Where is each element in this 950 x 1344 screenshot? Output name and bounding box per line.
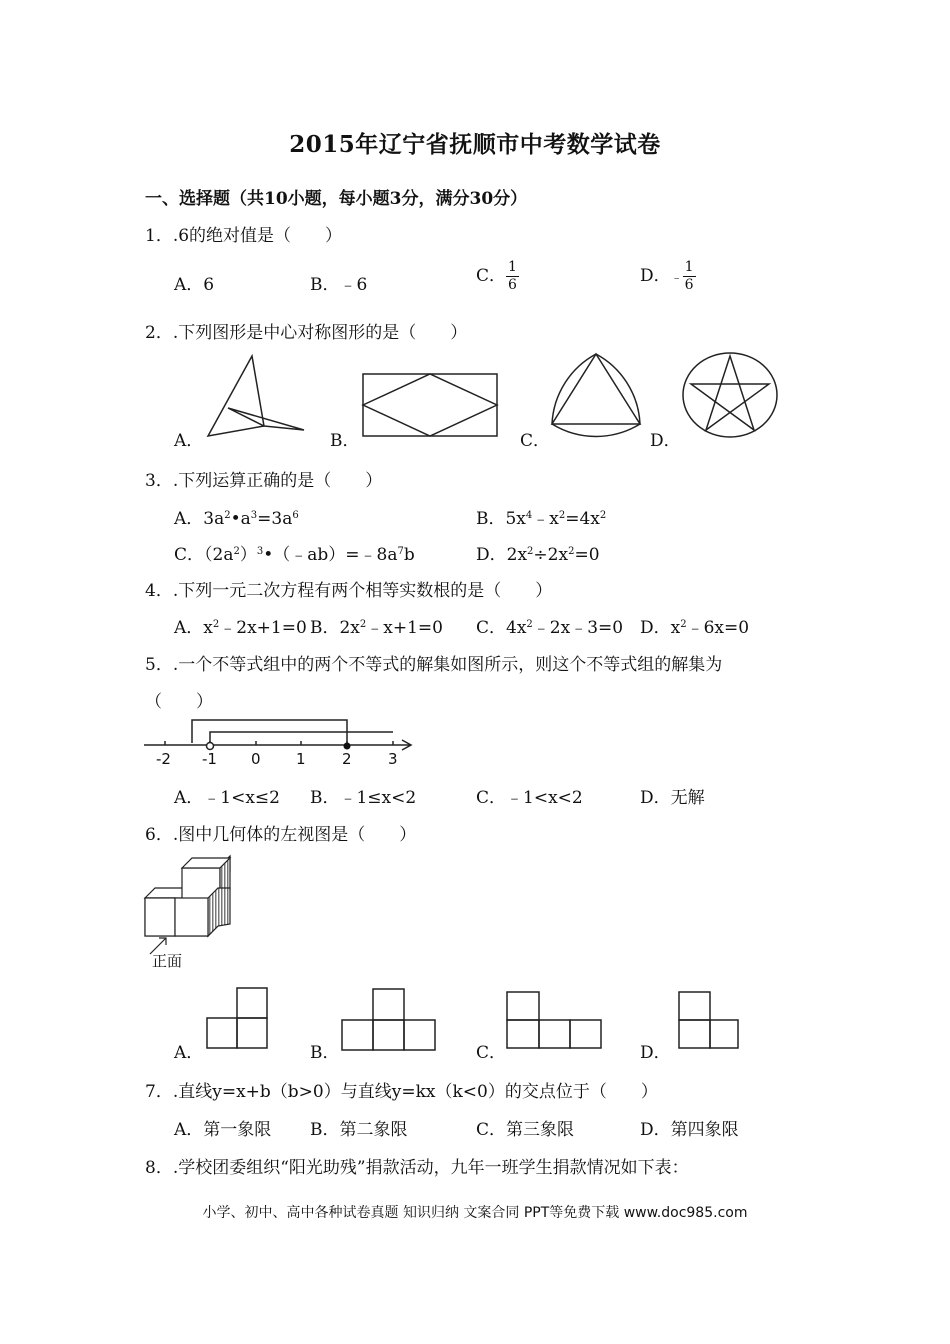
front-label: 正面 — [152, 952, 183, 970]
q4-option-d: D．$x^2﹣6x=0$ — [640, 618, 750, 638]
q6-view-b — [341, 988, 439, 1051]
q5-option-a: A．﹣1<x≤2 — [174, 788, 280, 808]
section-heading: 一、选择题（共10小题，每小题3分，满分30分） — [145, 189, 528, 209]
q5-option-d: D．无解 — [640, 788, 705, 808]
question-3-stem: 3．.下列运算正确的是（ ） — [145, 471, 383, 491]
q3-option-c: C．$(2a^2)^3•(﹣ab)=﹣8a^7b$ — [174, 545, 415, 565]
open-dot — [207, 743, 214, 750]
question-1-stem: 1．.6的绝对值是（ ） — [145, 226, 343, 246]
tick-label: 1 — [296, 750, 306, 768]
q1-option-d: D．﹣ $\frac{1}{6}$ — [640, 259, 694, 293]
q6-option-b: B． — [310, 1043, 340, 1063]
question-7-stem: 7．.直线y=x+b（b>0）与直线y=kx（k<0）的交点位于（ ） — [145, 1082, 658, 1102]
page-title: 2015年辽宁省抚顺市中考数学试卷 — [289, 131, 661, 158]
q2-figure-c — [548, 350, 644, 440]
q4-option-a: A．$x^2﹣2x+1=0$ — [174, 618, 307, 638]
q2-figure-d — [680, 350, 780, 440]
q4-option-b: B．$2x^2﹣x+1=0$ — [310, 618, 443, 638]
tick-label: -2 — [156, 750, 171, 768]
q5-option-b: B．﹣1≤x<2 — [310, 788, 417, 808]
tick-label: 3 — [388, 750, 398, 768]
q1-option-a: A．6 — [174, 275, 215, 295]
tick-label: -1 — [202, 750, 217, 768]
question-5-paren: （ ） — [145, 692, 213, 712]
page-footer: 小学、初中、高中各种试卷真题 知识归纳 文案合同 PPT等免费下载 www.doc985.com — [202, 1205, 748, 1221]
q6-option-a: A． — [174, 1043, 204, 1063]
question-2-stem: 2．.下列图形是中心对称图形的是（ ） — [145, 323, 468, 343]
q6-view-a — [205, 987, 271, 1051]
q2-figure-a — [200, 350, 310, 440]
fraction: $\frac{1}{6}$ — [684, 259, 694, 293]
q2-option-b: B． — [330, 431, 360, 451]
q2-option-a: A． — [174, 431, 204, 451]
q3-option-a: A．$3a^2•a^3=3a^6$ — [174, 509, 299, 529]
q6-solid-figure — [140, 858, 240, 958]
q7-option-d: D．第四象限 — [640, 1120, 739, 1140]
tick-label: 0 — [251, 750, 261, 768]
q2-option-d: D． — [650, 431, 681, 451]
q2-figure-b — [360, 372, 500, 438]
q2-option-c: C． — [520, 431, 551, 451]
question-4-stem: 4．.下列一元二次方程有两个相等实数根的是（ ） — [145, 581, 553, 601]
q7-option-b: B．第二象限 — [310, 1120, 408, 1140]
question-6-stem: 6．.图中几何体的左视图是（ ） — [145, 825, 417, 845]
q3-option-d: D．$2x^2\div 2x^2=0$ — [476, 545, 600, 565]
q6-view-c — [505, 990, 605, 1050]
fraction: $\frac{1}{6}$ — [508, 259, 517, 293]
q6-option-c: C． — [476, 1043, 507, 1063]
question-5-stem: 5．.一个不等式组中的两个不等式的解集如图所示，则这个不等式组的解集为 — [145, 655, 723, 675]
q6-option-d: D． — [640, 1043, 671, 1063]
q6-view-d — [676, 990, 742, 1050]
q7-option-c: C．第三象限 — [476, 1120, 575, 1140]
q3-option-b: B．$5x^4﹣x^2=4x^2$ — [476, 509, 607, 529]
closed-dot — [344, 743, 351, 750]
q7-option-a: A．第一象限 — [174, 1120, 272, 1140]
number-line — [140, 715, 420, 770]
q1-option-b: B．﹣6 — [310, 275, 368, 295]
tick-label: 2 — [342, 750, 352, 768]
q5-option-c: C．﹣1<x<2 — [476, 788, 583, 808]
question-8-stem: 8．.学校团委组织“阳光助残”捐款活动，九年一班学生捐款情况如下表： — [145, 1158, 689, 1178]
q1-option-c: C． $\frac{1}{6}$ — [476, 259, 517, 293]
q4-option-c: C．$4x^2﹣2x﹣3=0$ — [476, 618, 624, 638]
